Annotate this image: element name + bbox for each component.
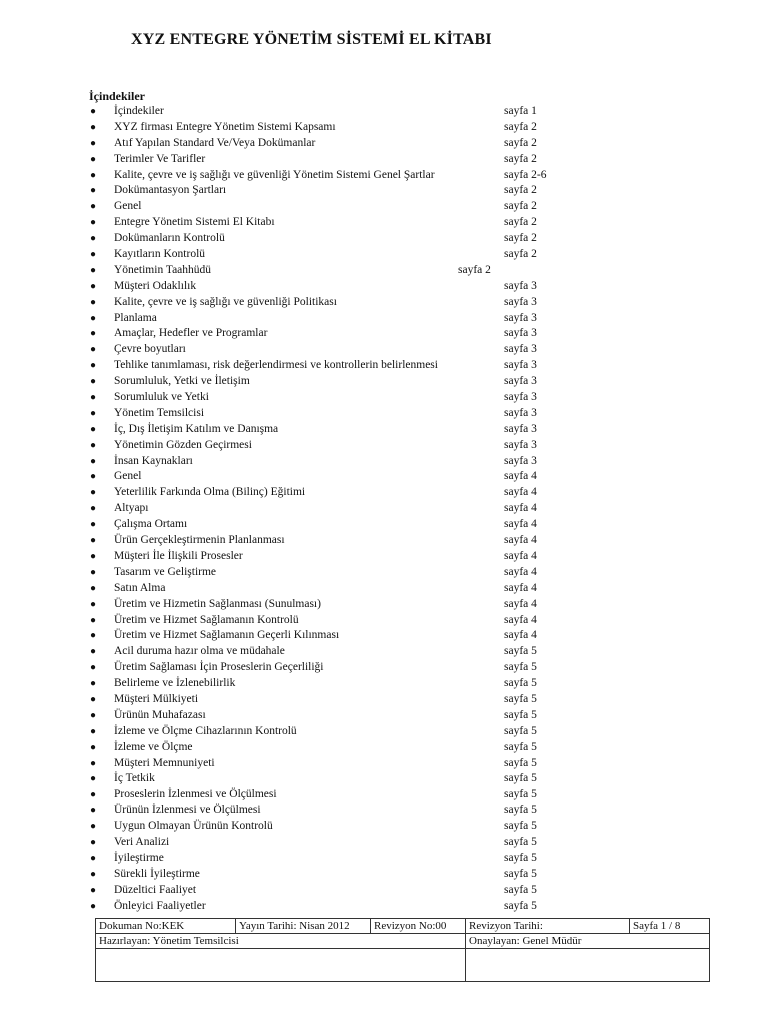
bullet-icon: ● [90,519,97,531]
toc-item [0,406,768,422]
bullet-icon: ● [90,360,97,372]
toc-item [0,803,768,819]
toc-item [0,692,768,708]
bullet-icon: ● [90,900,97,912]
toc-item-page: sayfa 3 [504,295,537,308]
toc-item-page: sayfa 5 [504,645,537,658]
toc-item [0,136,768,152]
toc-item [0,708,768,724]
footer-page-info: Sayfa 1 / 8 [630,919,710,934]
toc-item-title: Ürünün İzlenmesi ve Ölçülmesi [114,804,261,817]
footer-revision-date: Revizyon Tarihi: [466,919,630,934]
toc-item [0,565,768,581]
toc-item [0,374,768,390]
toc-item-page: sayfa 4 [504,613,537,626]
bullet-icon: ● [90,709,97,721]
toc-item [0,819,768,835]
toc-item-page: sayfa 5 [504,677,537,690]
toc-item-title: Planlama [114,311,157,324]
toc-item-title: Proseslerin İzlenmesi ve Ölçülmesi [114,788,277,801]
toc-item-title: XYZ firması Entegre Yönetim Sistemi Kapsamı [114,120,336,133]
bullet-icon: ● [90,852,97,864]
toc-item-title: Dokümantasyon Şartları [114,184,227,197]
toc-item [0,485,768,501]
toc-item-page: sayfa 3 [504,343,537,356]
toc-item [0,787,768,803]
bullet-icon: ● [90,106,97,117]
bullet-icon: ● [90,550,97,562]
bullet-icon: ● [90,884,97,896]
toc-item-title: Tasarım ve Geliştirme [114,565,217,578]
toc-item-title: Sorumluluk ve Yetki [114,391,209,404]
bullet-icon: ● [90,582,97,594]
bullet-icon: ● [90,407,97,419]
toc-item-page: sayfa 5 [504,804,537,817]
toc-item-title: Genel [114,200,142,213]
toc-item [0,533,768,549]
toc-item-title: Sorumluluk, Yetki ve İletişim [114,375,250,388]
toc-item-page: sayfa 4 [504,629,537,642]
toc-item-title: Üretim ve Hizmetin Sağlanması (Sunulması) [114,597,321,610]
toc-item-page: sayfa 2 [458,263,491,276]
toc-item [0,501,768,517]
bullet-icon: ● [90,805,97,817]
bullet-icon: ● [90,693,97,705]
toc-item [0,756,768,772]
toc-item-title: Müşteri Odaklılık [114,279,197,292]
toc-item-page: sayfa 5 [504,692,537,705]
toc-item-page: sayfa 4 [504,597,537,610]
toc-item-title: Üretim ve Hizmet Sağlamanın Kontrolü [114,613,299,626]
toc-item [0,660,768,676]
bullet-icon: ● [90,137,97,149]
toc-item-page: sayfa 4 [504,565,537,578]
toc-item-title: Kayıtların Kontrolü [114,248,206,261]
toc-item-title: Entegre Yönetim Sistemi El Kitabı [114,216,275,229]
toc-item-title: Atıf Yapılan Standard Ve/Veya Dokümanlar [114,136,316,149]
toc-item-page: sayfa 1 [504,105,537,117]
bullet-icon: ● [90,471,97,483]
bullet-icon: ● [90,439,97,451]
toc-heading: İçindekiler [89,89,145,103]
toc-item [0,883,768,899]
toc-item-title: Amaçlar, Hedefler ve Programlar [114,327,268,340]
toc-item-title: Yönetimin Taahhüdü [114,263,212,276]
toc-item [0,120,768,136]
toc-item [0,358,768,374]
toc-item [0,628,768,644]
bullet-icon: ● [90,328,97,340]
toc-item-page: sayfa 5 [504,820,537,833]
toc-item-title: Yönetim Temsilcisi [114,406,205,419]
toc-item [0,279,768,295]
toc-item-page: sayfa 2 [504,136,537,149]
toc-item-title: Önleyici Faaliyetler [114,899,206,912]
toc-item-page: sayfa 2 [504,248,537,261]
toc-item [0,469,768,485]
toc-item [0,771,768,787]
toc-item-title: Çevre boyutları [114,343,186,356]
toc-item [0,517,768,533]
bullet-icon: ● [90,487,97,499]
toc-item-title: Müşteri Memnuniyeti [114,756,215,769]
toc-item [0,867,768,883]
bullet-icon: ● [90,821,97,833]
toc-item-page: sayfa 4 [504,470,537,483]
footer-revision-no: Revizyon No:00 [371,919,466,934]
bullet-icon: ● [90,741,97,753]
toc-item [0,597,768,613]
bullet-icon: ● [90,503,97,515]
bullet-icon: ● [90,185,97,197]
toc-item [0,199,768,215]
toc-item-page: sayfa 3 [504,311,537,324]
toc-item-page: sayfa 4 [504,486,537,499]
toc-item-page: sayfa 5 [504,851,537,864]
toc-item-page: sayfa 4 [504,502,537,515]
toc-item-title: Kalite, çevre ve iş sağlığı ve güvenliği Politikası [114,295,337,308]
toc-item [0,247,768,263]
bullet-icon: ● [90,312,97,324]
toc-item-page: sayfa 5 [504,740,537,753]
toc-item-title: Genel [114,470,142,483]
toc-item [0,422,768,438]
toc-item [0,311,768,327]
toc-item [0,231,768,247]
bullet-icon: ● [90,376,97,388]
bullet-icon: ● [90,280,97,292]
bullet-icon: ● [90,535,97,547]
toc-item-page: sayfa 2 [504,120,537,133]
toc-item-title: Üretim Sağlaması İçin Proseslerin Geçerliliği [114,661,324,674]
bullet-icon: ● [90,646,97,658]
toc-item-title: İçindekiler [114,105,164,117]
bullet-icon: ● [90,264,97,276]
toc-item-title: Altyapı [114,502,149,515]
toc-item [0,168,768,184]
toc-item-page: sayfa 5 [504,708,537,721]
bullet-icon: ● [90,725,97,737]
bullet-icon: ● [90,789,97,801]
toc-item-title: Müşteri Mülkiyeti [114,692,199,705]
toc-item-title: Müşteri İle İlişkili Prosesler [114,549,243,562]
toc-item-title: İzleme ve Ölçme Cihazlarının Kontrolü [114,724,297,737]
toc-item-page: sayfa 5 [504,899,537,912]
bullet-icon: ● [90,836,97,848]
toc-item [0,454,768,470]
toc-item-page: sayfa 2 [504,216,537,229]
toc-item-title: Acil duruma hazır olma ve müdahale [114,645,285,658]
bullet-icon: ● [90,662,97,674]
toc-item [0,835,768,851]
bullet-icon: ● [90,630,97,642]
toc-item-title: Düzeltici Faaliyet [114,883,197,896]
toc-item-title: Kalite, çevre ve iş sağlığı ve güvenliği Yönetim Sistemi Genel Şartlar [114,168,435,181]
toc-item [0,215,768,231]
toc-item [0,676,768,692]
toc-item-title: Ürün Gerçekleştirmenin Planlanması [114,534,285,547]
toc-item-page: sayfa 5 [504,661,537,674]
toc-item-page: sayfa 3 [504,422,537,435]
toc-item-page: sayfa 5 [504,883,537,896]
toc-item-title: Sürekli İyileştirme [114,867,200,880]
toc-item-page: sayfa 5 [504,788,537,801]
toc-item [0,152,768,168]
footer-approved-signature-box [466,949,710,982]
toc-item-title: Veri Analizi [114,835,170,848]
toc-item [0,263,768,279]
toc-item [0,326,768,342]
bullet-icon: ● [90,757,97,769]
toc-item-title: Yönetimin Gözden Geçirmesi [114,438,252,451]
toc-item [0,613,768,629]
toc-item-page: sayfa 4 [504,534,537,547]
toc-item [0,851,768,867]
bullet-icon: ● [90,201,97,213]
toc-item-page: sayfa 3 [504,279,537,292]
toc-item [0,104,768,120]
bullet-icon: ● [90,169,97,181]
bullet-icon: ● [90,217,97,229]
toc-item-title: Terimler Ve Tarifler [114,152,206,165]
bullet-icon: ● [90,344,97,356]
bullet-icon: ● [90,455,97,467]
toc-item-page: sayfa 5 [504,772,537,785]
toc-item-page: sayfa 3 [504,359,537,372]
toc-item [0,899,768,915]
toc-item-title: Yeterlilik Farkında Olma (Bilinç) Eğitimi [114,486,306,499]
toc-item-page: sayfa 3 [504,454,537,467]
toc-item-title: Dokümanların Kontrolü [114,232,225,245]
bullet-icon: ● [90,773,97,785]
bullet-icon: ● [90,249,97,261]
toc-item-page: sayfa 2 [504,232,537,245]
toc-item-title: İç Tetkik [114,772,155,785]
toc-item-page: sayfa 5 [504,756,537,769]
toc-item-page: sayfa 3 [504,327,537,340]
bullet-icon: ● [90,614,97,626]
toc-item-page: sayfa 5 [504,867,537,880]
toc-item-page: sayfa 2 [504,184,537,197]
toc-item-page: sayfa 5 [504,724,537,737]
bullet-icon: ● [90,392,97,404]
toc-item [0,295,768,311]
toc-item-title: Uygun Olmayan Ürünün Kontrolü [114,820,273,833]
bullet-icon: ● [90,423,97,435]
toc-item-title: Belirleme ve İzlenebilirlik [114,677,236,690]
toc-item-title: Çalışma Ortamı [114,518,188,531]
toc-item-title: İç, Dış İletişim Katılım ve Danışma [114,422,279,435]
footer-prepared-signature-box [96,949,466,982]
toc-item [0,724,768,740]
toc-item-page: sayfa 3 [504,375,537,388]
bullet-icon: ● [90,598,97,610]
toc-item-page: sayfa 4 [504,581,537,594]
toc-item-page: sayfa 2-6 [504,168,547,181]
toc-item-page: sayfa 2 [504,152,537,165]
footer-approved-by: Onaylayan: Genel Müdür [466,934,710,949]
bullet-icon: ● [90,233,97,245]
toc-item-title: İnsan Kaynakları [114,454,193,467]
toc-item-page: sayfa 4 [504,518,537,531]
toc-item-page: sayfa 3 [504,406,537,419]
toc-item-page: sayfa 3 [504,438,537,451]
toc-list [0,104,768,914]
document-footer-table [95,918,710,982]
toc-item-page: sayfa 3 [504,391,537,404]
toc-item [0,183,768,199]
toc-item [0,342,768,358]
toc-item-title: İyileştirme [114,851,164,864]
bullet-icon: ● [90,153,97,165]
bullet-icon: ● [90,566,97,578]
toc-item-title: Satın Alma [114,581,166,594]
toc-item-page: sayfa 4 [504,549,537,562]
toc-item [0,438,768,454]
bullet-icon: ● [90,678,97,690]
footer-prepared-by: Hazırlayan: Yönetim Temsilcisi [96,934,466,949]
footer-doc-no: Dokuman No:KEK [96,919,236,934]
bullet-icon: ● [90,868,97,880]
toc-item [0,644,768,660]
toc-item [0,740,768,756]
footer-publication-date: Yayın Tarihi: Nisan 2012 [236,919,371,934]
toc-item-title: Ürünün Muhafazası [114,708,206,721]
toc-item-page: sayfa 5 [504,835,537,848]
document-title: XYZ ENTEGRE YÖNETİM SİSTEMİ EL KİTABI [131,31,492,48]
toc-item-title: Üretim ve Hizmet Sağlamanın Geçerli Kılınması [114,629,340,642]
bullet-icon: ● [90,296,97,308]
toc-item [0,390,768,406]
bullet-icon: ● [90,121,97,133]
toc-item-title: İzleme ve Ölçme [114,740,193,753]
toc-item [0,549,768,565]
toc-item [0,581,768,597]
toc-item-page: sayfa 2 [504,200,537,213]
toc-item-title: Tehlike tanımlaması, risk değerlendirmesi ve kontrollerin belirlenmesi [114,359,438,372]
